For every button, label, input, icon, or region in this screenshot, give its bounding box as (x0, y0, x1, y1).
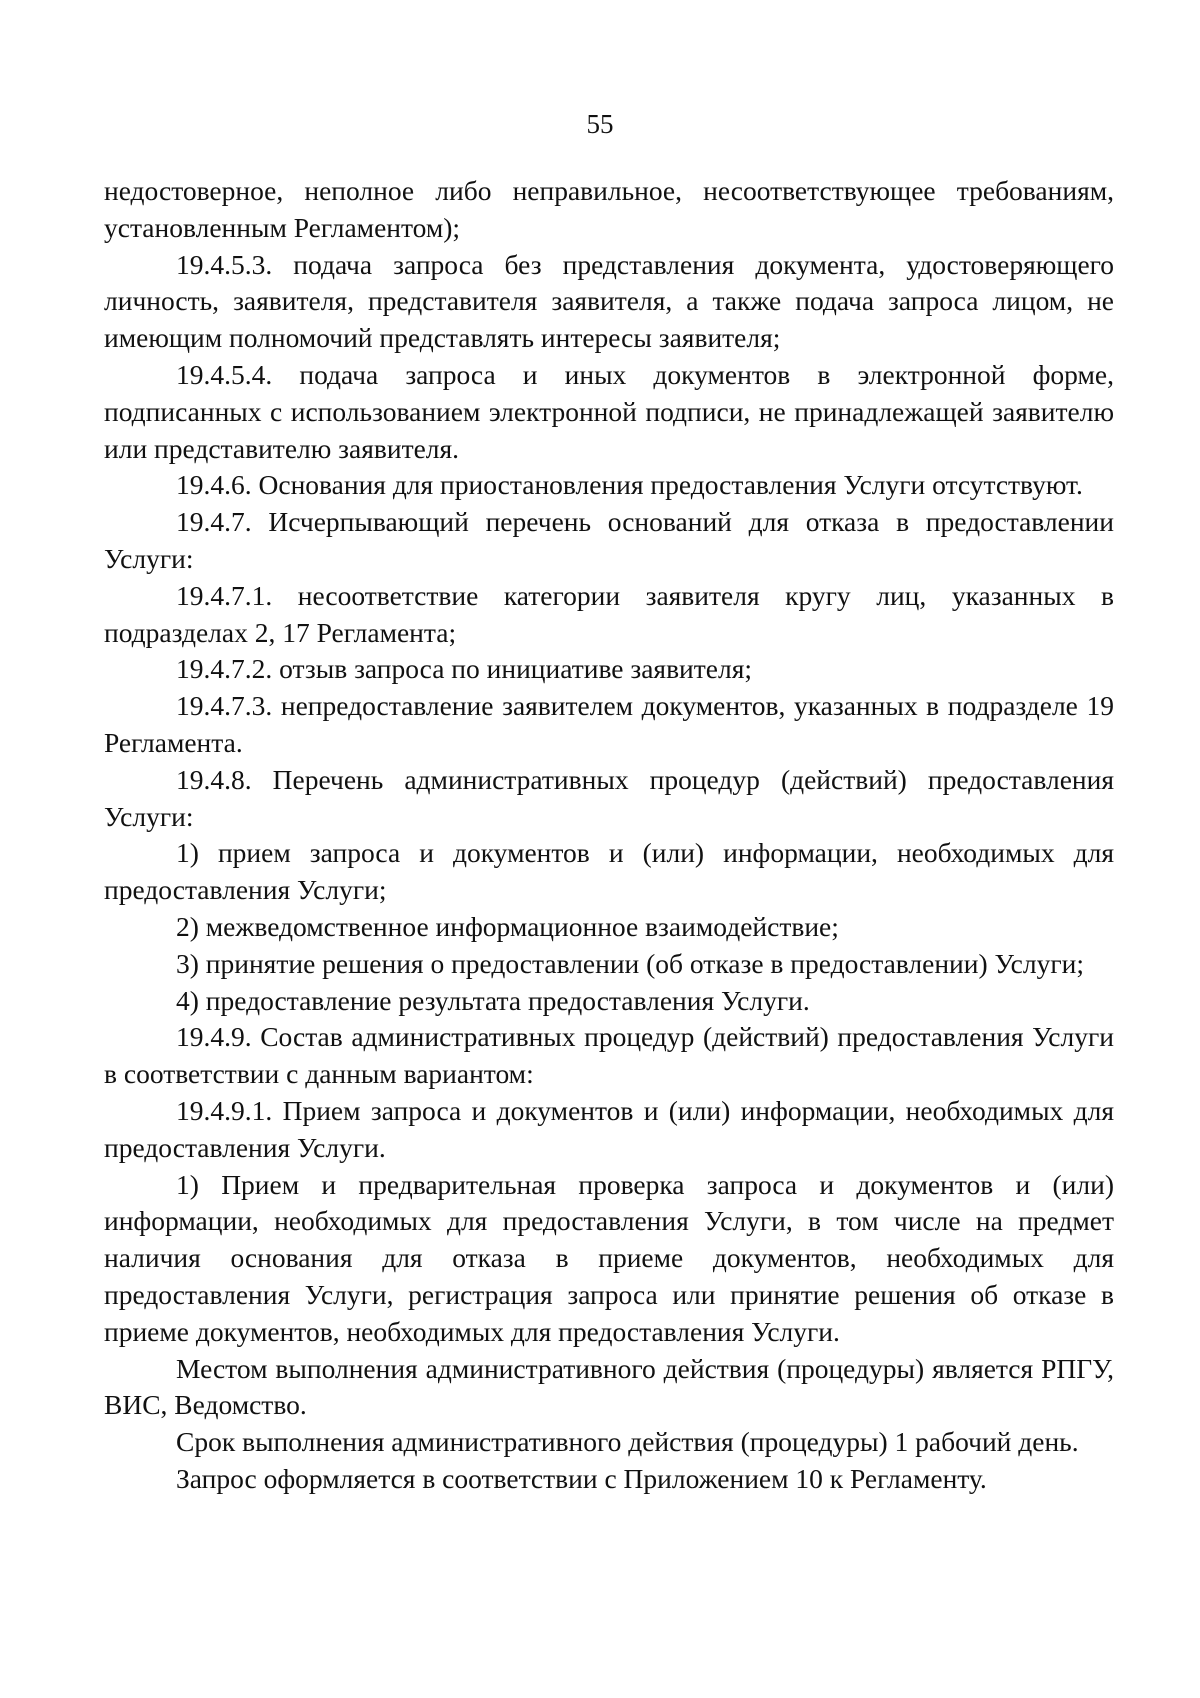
paragraph-19-4-5-4: 19.4.5.4. подача запроса и иных документов в электронной форме, подписанных с использованием электронной подписи, не принадлежащей заявителю или представителю заявителя. (104, 358, 1114, 464)
paragraph-19-4-5-3: 19.4.5.3. подача запроса без представления документа, удостоверяющего личность, заявителя, представителя заявителя, а также подача запроса лицом, не имеющим полномочий представлять интересы заявителя; (104, 248, 1114, 354)
paragraph-place-of-execution: Местом выполнения административного действия (процедуры) является РПГУ, ВИС, Ведомство. (104, 1352, 1114, 1421)
paragraph-19-4-7-3: 19.4.7.3. непредоставление заявителем документов, указанных в подразделе 19 Регламента. (104, 690, 1114, 758)
list-item-2: 2) межведомственное информационное взаимодействие; (176, 910, 839, 942)
page-number: 55 (586, 109, 614, 139)
paragraph-19-4-9: 19.4.9. Состав административных процедур (действий) предоставления Услуги в соответствии с данным вариантом: (104, 1021, 1114, 1090)
paragraph-19-4-6: 19.4.6. Основания для приостановления предоставления Услуги отсутствуют. (176, 469, 1083, 501)
list-item-4: 4) предоставление результата предоставления Услуги. (176, 984, 810, 1016)
procedure-step-1: 1) Прием и предварительная проверка запроса и документов и (или) информации, необходимых для предоставления Услуги, в том числе на предмет наличия основания для отказа в приеме документов, необходимых для предоставления Услуги, регистрация запроса или принятие решения об отказе в приеме документов, необходимых для предоставления Услуги. (104, 1168, 1114, 1347)
paragraph-19-4-7-2: 19.4.7.2. отзыв запроса по инициативе заявителя; (176, 653, 753, 685)
paragraph-continuation: недостоверное, неполное либо неправильное, несоответствующее требованиям, установленным Регламентом); (104, 175, 1114, 243)
paragraph-execution-term: Срок выполнения административного действия (процедуры) 1 рабочий день. (176, 1426, 1079, 1458)
paragraph-19-4-7-1: 19.4.7.1. несоответствие категории заявителя кругу лиц, указанных в подразделах 2, 17 Регламента; (104, 579, 1114, 648)
paragraph-19-4-8: 19.4.8. Перечень административных процедур (действий) предоставления Услуги: (104, 763, 1114, 832)
list-item-1: 1) прием запроса и документов и (или) информации, необходимых для предоставления Услуги; (104, 837, 1114, 906)
paragraph-19-4-7: 19.4.7. Исчерпывающий перечень оснований для отказа в предоставлении Услуги: (104, 506, 1114, 574)
list-item-3: 3) принятие решения о предоставлении (об отказе в предоставлении) Услуги; (176, 947, 1084, 979)
document-body (104, 173, 1114, 1498)
paragraph-request-form: Запрос оформляется в соответствии с Приложением 10 к Регламенту. (176, 1462, 987, 1494)
paragraph-19-4-9-1: 19.4.9.1. Прием запроса и документов и (или) информации, необходимых для предоставления Услуги. (104, 1094, 1114, 1163)
